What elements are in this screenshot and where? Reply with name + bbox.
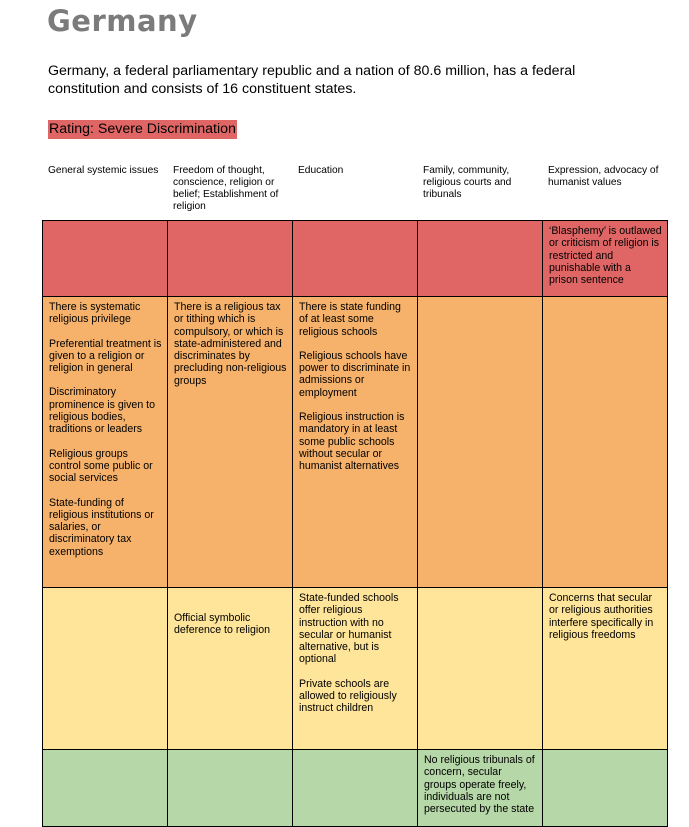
table-row-mild <box>43 588 668 750</box>
cell-discrimination-general <box>43 297 168 588</box>
cell-severe-freedom <box>168 221 293 297</box>
cell-free-family <box>418 750 543 827</box>
cell-paragraph: Discriminatory prominence is given to religious bodies, traditions or leaders <box>49 386 155 436</box>
cell-mild-expression <box>543 588 668 750</box>
header-expression: Expression, advocacy of humanist values <box>548 165 659 188</box>
cell-paragraph: State-funded schools offer religious instruction with no secular or humanist alternative, but is optional <box>299 592 399 666</box>
cell-paragraph: Religious schools have power to discriminate in admissions or employment <box>299 349 411 399</box>
cell-mild-family <box>418 588 543 750</box>
table-row-free <box>43 750 668 827</box>
cell-paragraph: No religious tribunals of concern, secular groups operate freely, individuals are not persecuted by the state <box>424 754 535 816</box>
cell-severe-general <box>43 221 168 297</box>
table-row-severe <box>43 221 668 297</box>
cell-paragraph: Concerns that secular or religious authorities interfere specifically in religious freedoms <box>549 592 654 641</box>
cell-severe-family <box>418 221 543 297</box>
cell-free-freedom <box>168 750 293 827</box>
cell-mild-education <box>293 588 418 750</box>
cell-discrimination-family <box>418 297 543 588</box>
cell-paragraph: Official symbolic deference to religion <box>174 612 270 637</box>
cell-paragraph: There is a religious tax or tithing which is compulsory, or which is state-administered and discriminates by precluding non-religious groups <box>174 301 287 387</box>
cell-mild-freedom <box>168 588 293 750</box>
cell-discrimination-freedom <box>168 297 293 588</box>
cell-paragraph: Religious instruction is mandatory in at least some public schools without secular or humanist alternatives <box>299 411 405 473</box>
cell-paragraph: There is systematic religious privilege <box>49 301 141 326</box>
cell-discrimination-expression <box>543 297 668 588</box>
cell-severe-education <box>293 221 418 297</box>
cell-free-general <box>43 750 168 827</box>
rating-table <box>42 220 668 827</box>
rating-badge: Rating: Severe Discrimination <box>49 121 236 137</box>
cell-mild-general <box>43 588 168 750</box>
cell-paragraph: Religious groups control some public or social services <box>49 447 153 485</box>
page-title: Germany <box>47 4 198 38</box>
header-family: Family, community, religious courts and tribunals <box>423 165 512 200</box>
column-headers <box>42 165 667 217</box>
table-row-discrimination <box>43 297 668 588</box>
intro-paragraph: Germany, a federal parliamentary republic and a nation of 80.6 million, has a federal constitution and consists of 16 constituent states. <box>48 63 576 97</box>
header-freedom: Freedom of thought, conscience, religion or belief; Establishment of religion <box>173 165 279 212</box>
cell-paragraph: There is state funding of at least some religious schools <box>299 301 401 338</box>
header-general: General systemic issues <box>48 165 159 176</box>
cell-severe-expression <box>543 221 668 297</box>
header-education: Education <box>298 165 344 176</box>
cell-paragraph: Private schools are allowed to religiously instruct children <box>299 677 397 715</box>
cell-free-expression <box>543 750 668 827</box>
cell-discrimination-education <box>293 297 418 588</box>
cell-paragraph: State-funding of religious institutions or salaries, or discriminatory tax exemptions <box>49 496 154 558</box>
cell-paragraph: Preferential treatment is given to a religion or religion in general <box>49 337 162 375</box>
cell-paragraph: ‘Blasphemy’ is outlawed or criticism of religion is restricted and punishable with a prison sentence <box>549 225 662 287</box>
cell-free-education <box>293 750 418 827</box>
